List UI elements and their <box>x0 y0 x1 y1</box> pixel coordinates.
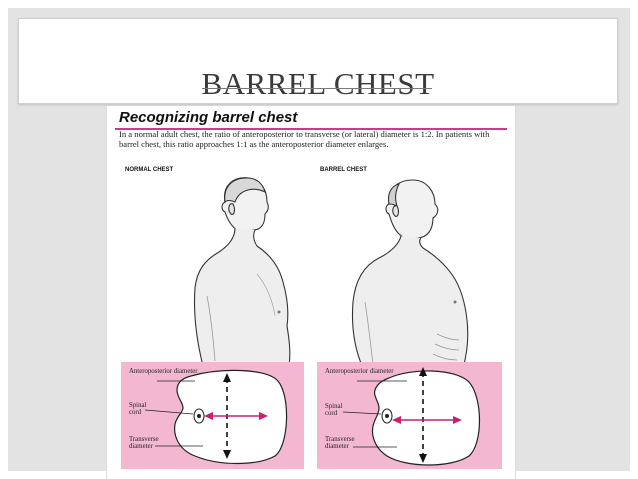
barrel-chest-illustration <box>352 180 467 368</box>
barrel-chest-figure <box>106 106 516 479</box>
title-box <box>18 18 618 104</box>
normal-spinal-cord-label: Spinal cord <box>129 402 147 417</box>
barrel-spinal-cord-label: Spinal cord <box>325 403 343 418</box>
title-underline <box>202 88 432 89</box>
normal-chest-illustration <box>194 178 289 366</box>
normal-transverse-diameter-label: Transverse diameter <box>129 436 159 451</box>
illustration-canvas <box>107 106 515 479</box>
normal-ap-diameter-label: Anteroposterior diameter <box>129 368 198 375</box>
barrel-transverse-diameter-label: Transverse diameter <box>325 436 355 451</box>
figure-description: In a normal adult chest, the ratio of anteroposterior to transverse (or lateral) diameter is 1:2. In patients with barrel chest, this ratio approaches 1:1 as the anteroposterior diameter enlarges. <box>119 129 490 149</box>
barrel-ap-diameter-label: Anteroposterior diameter <box>325 368 394 375</box>
normal-chest-label: NORMAL CHEST <box>125 167 174 173</box>
slide-title: BARREL CHEST <box>201 66 435 101</box>
figure-title: Recognizing barrel chest <box>119 109 298 126</box>
barrel-chest-label: BARREL CHEST <box>320 167 367 173</box>
